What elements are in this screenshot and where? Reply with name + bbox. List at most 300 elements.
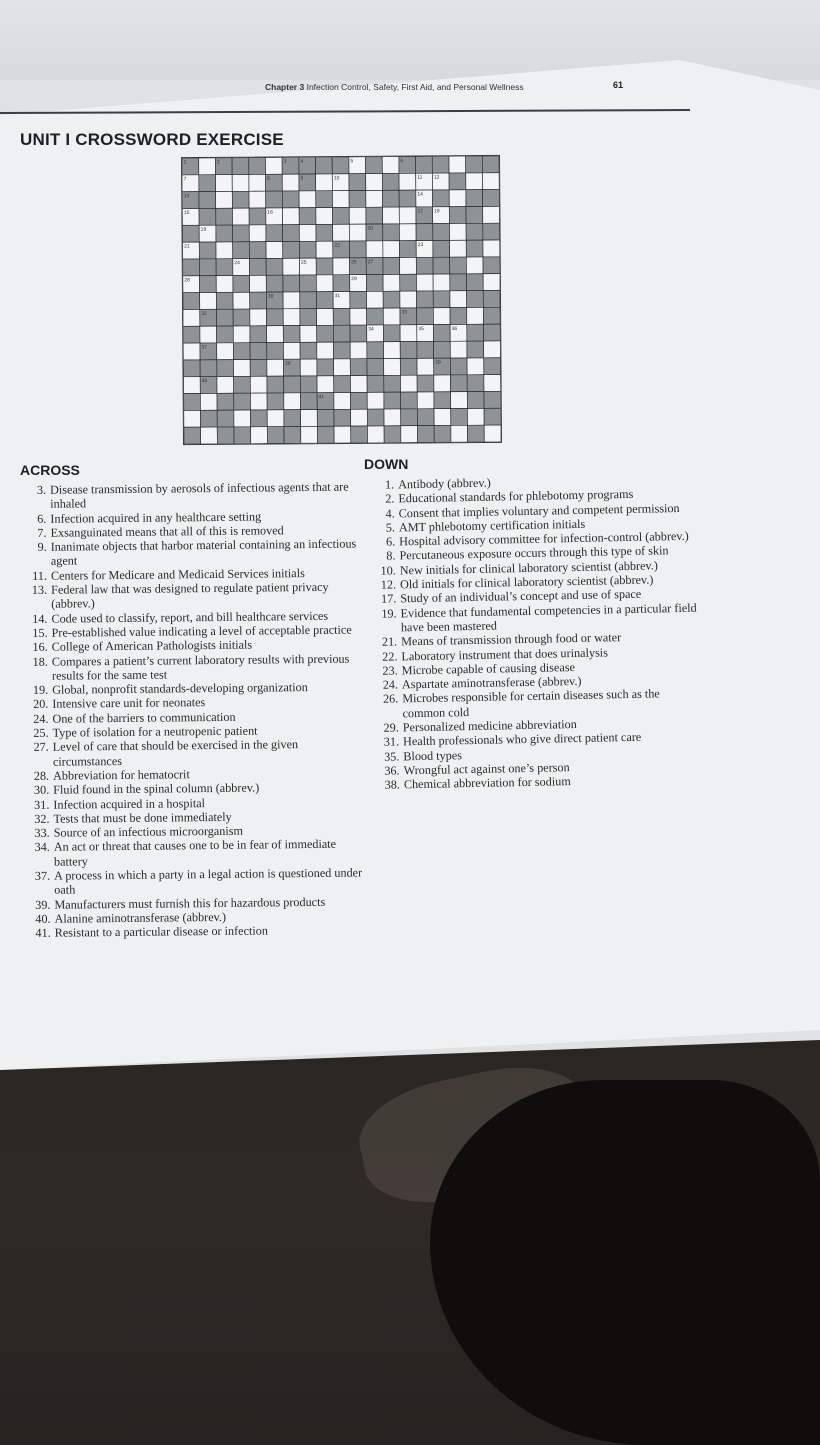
- grid-block: [200, 410, 217, 427]
- grid-cell[interactable]: [250, 309, 267, 326]
- grid-block: [482, 156, 499, 173]
- grid-cell[interactable]: [200, 326, 217, 343]
- clue-number: 2.: [385, 491, 395, 506]
- grid-cell[interactable]: [216, 242, 233, 259]
- grid-cell[interactable]: [301, 426, 318, 443]
- grid-block: [416, 224, 433, 241]
- grid-number: 23: [417, 242, 424, 249]
- grid-cell[interactable]: [267, 410, 284, 427]
- grid-block: [284, 410, 301, 427]
- grid-cell[interactable]: [199, 158, 216, 175]
- grid-block: [450, 375, 467, 392]
- clue-text: New initials for clinical laboratory scientist (abbrev.): [399, 558, 658, 578]
- grid-block: [217, 410, 234, 427]
- grid-block: [233, 242, 250, 259]
- grid-cell[interactable]: [349, 224, 366, 241]
- grid-block: [300, 393, 317, 410]
- grid-cell[interactable]: [450, 291, 467, 308]
- grid-cell[interactable]: [215, 175, 232, 192]
- grid-block: [216, 225, 233, 242]
- grid-block: [251, 410, 268, 427]
- grid-cell[interactable]: [317, 342, 334, 359]
- grid-block: [233, 343, 250, 360]
- across-clue: [23, 537, 368, 569]
- grid-block: [216, 309, 233, 326]
- grid-block: [383, 325, 400, 342]
- grid-block: [182, 225, 199, 242]
- grid-cell[interactable]: [416, 274, 433, 291]
- grid-block: [466, 274, 483, 291]
- grid-cell[interactable]: [466, 173, 483, 190]
- grid-block: [351, 426, 368, 443]
- grid-block: [349, 174, 366, 191]
- grid-number: 2: [216, 159, 220, 166]
- grid-cell[interactable]: [250, 393, 267, 410]
- grid-block: [434, 392, 451, 409]
- grid-cell[interactable]: [350, 308, 367, 325]
- grid-block: [484, 391, 501, 408]
- clue-number: 6.: [37, 511, 47, 526]
- grid-cell[interactable]: [232, 208, 249, 225]
- grid-block: [250, 326, 267, 343]
- grid-block: [466, 156, 483, 173]
- grid-block: [384, 375, 401, 392]
- grid-block: [417, 291, 434, 308]
- grid-block: [450, 257, 467, 274]
- grid-block: [217, 393, 234, 410]
- across-heading: ACROSS: [20, 462, 80, 478]
- grid-block: [434, 425, 451, 442]
- grid-block: [300, 376, 317, 393]
- grid-cell[interactable]: [450, 341, 467, 358]
- clue-number: 17.: [380, 591, 397, 607]
- grid-cell[interactable]: [417, 392, 434, 409]
- clue-text: Infection acquired in a hospital: [53, 795, 206, 812]
- grid-block: [200, 276, 217, 293]
- grid-block: [350, 359, 367, 376]
- grid-cell[interactable]: [466, 257, 483, 274]
- grid-block: [382, 173, 399, 190]
- grid-block: [233, 275, 250, 292]
- grid-cell[interactable]: [451, 425, 468, 442]
- grid-block: [283, 241, 300, 258]
- grid-block: [483, 324, 500, 341]
- grid-cell[interactable]: [334, 392, 351, 409]
- clue-number: 32.: [34, 811, 50, 826]
- grid-block: [216, 208, 233, 225]
- grid-block: [232, 191, 249, 208]
- grid-cell[interactable]: [249, 191, 266, 208]
- grid-cell[interactable]: [299, 191, 316, 208]
- grid-cell[interactable]: [250, 376, 267, 393]
- clue-number: 22.: [382, 648, 398, 664]
- grid-block: [217, 326, 234, 343]
- grid-block: [250, 292, 267, 309]
- grid-cell[interactable]: [251, 427, 268, 444]
- grid-block: [316, 258, 333, 275]
- clue-text: Old initials for clinical laboratory scientist (abbrev.): [399, 572, 654, 592]
- clue-number: 21.: [381, 634, 398, 649]
- grid-cell[interactable]: [266, 242, 283, 259]
- clue-number: 41.: [35, 925, 51, 941]
- clue-text: Microbes responsible for certain diseases such as the common cold: [402, 686, 660, 721]
- grid-cell[interactable]: [234, 410, 251, 427]
- grid-block: [433, 291, 450, 308]
- grid-cell[interactable]: [232, 174, 249, 191]
- grid-cell[interactable]: [383, 308, 400, 325]
- grid-number: 26: [351, 259, 357, 266]
- grid-cell[interactable]: [267, 326, 284, 343]
- grid-number: 34: [368, 326, 374, 333]
- grid-cell[interactable]: [383, 241, 400, 258]
- across-clue: [26, 837, 371, 869]
- grid-block: [417, 308, 434, 325]
- grid-cell[interactable]: [400, 325, 417, 342]
- grid-block: [234, 376, 251, 393]
- clue-number: 25.: [33, 725, 49, 740]
- clue-text: Inanimate objects that harbor material containing an infectious agent: [50, 536, 357, 569]
- grid-block: [199, 208, 216, 225]
- grid-block: [317, 426, 334, 443]
- grid-cell[interactable]: [400, 257, 417, 274]
- grid-cell[interactable]: [316, 275, 333, 292]
- clue-text: Resistant to a particular disease or infection: [54, 923, 268, 940]
- grid-block: [349, 190, 366, 207]
- grid-block: [333, 275, 350, 292]
- grid-cell[interactable]: [434, 409, 451, 426]
- grid-block: [484, 358, 501, 375]
- grid-cell[interactable]: [317, 308, 334, 325]
- grid-cell[interactable]: [250, 275, 267, 292]
- grid-number: 33: [401, 309, 408, 316]
- grid-cell[interactable]: [299, 224, 316, 241]
- grid-cell[interactable]: [484, 375, 501, 392]
- grid-block: [332, 157, 349, 174]
- grid-block: [249, 242, 266, 259]
- grid-cell[interactable]: [200, 292, 217, 309]
- grid-block: [399, 190, 416, 207]
- grid-cell[interactable]: [184, 410, 201, 427]
- grid-cell[interactable]: [216, 191, 233, 208]
- grid-cell[interactable]: [384, 358, 401, 375]
- clue-text: Manufacturers must furnish this for hazardous products: [54, 894, 326, 912]
- clue-number: 12.: [380, 577, 397, 592]
- grid-cell[interactable]: [433, 274, 450, 291]
- grid-block: [249, 158, 266, 175]
- chapter-header: [265, 82, 595, 92]
- grid-cell[interactable]: [217, 376, 234, 393]
- grid-block: [267, 427, 284, 444]
- grid-cell[interactable]: [217, 343, 234, 360]
- grid-cell[interactable]: [483, 240, 500, 257]
- grid-block: [266, 191, 283, 208]
- grid-cell[interactable]: [350, 376, 367, 393]
- grid-cell[interactable]: [233, 360, 250, 377]
- grid-cell[interactable]: [383, 274, 400, 291]
- grid-cell[interactable]: [233, 326, 250, 343]
- grid-cell[interactable]: [384, 409, 401, 426]
- grid-cell[interactable]: [366, 190, 383, 207]
- grid-block: [316, 292, 333, 309]
- clue-text: Study of an individual’s concept and use of space: [400, 587, 642, 606]
- grid-cell[interactable]: [316, 174, 333, 191]
- grid-block: [382, 190, 399, 207]
- grid-cell[interactable]: [367, 392, 384, 409]
- grid-cell[interactable]: [384, 342, 401, 359]
- grid-cell[interactable]: [216, 276, 233, 293]
- grid-block: [450, 308, 467, 325]
- grid-cell[interactable]: [265, 157, 282, 174]
- grid-number: 41: [318, 394, 325, 401]
- grid-cell[interactable]: [399, 207, 416, 224]
- grid-block: [483, 190, 500, 207]
- grid-block: [467, 324, 484, 341]
- grid-block: [317, 359, 334, 376]
- grid-block: [184, 394, 201, 411]
- grid-block: [199, 192, 216, 209]
- grid-block: [417, 426, 434, 443]
- grid-block: [249, 258, 266, 275]
- grid-block: [451, 408, 468, 425]
- grid-block: [282, 191, 299, 208]
- clue-text: An act or threat that causes one to be in fear of immediate battery: [53, 837, 337, 869]
- grid-cell[interactable]: [366, 241, 383, 258]
- clue-text: Intensive care unit for neonates: [52, 695, 206, 712]
- grid-cell[interactable]: [233, 292, 250, 309]
- grid-block: [250, 343, 267, 360]
- grid-cell[interactable]: [283, 309, 300, 326]
- grid-block: [484, 408, 501, 425]
- grid-number: 27: [367, 259, 374, 266]
- grid-cell[interactable]: [183, 343, 200, 360]
- grid-cell[interactable]: [301, 410, 318, 427]
- grid-block: [350, 392, 367, 409]
- clue-text: Chemical abbreviation for sodium: [403, 774, 571, 792]
- grid-cell[interactable]: [484, 425, 501, 442]
- grid-cell[interactable]: [483, 206, 500, 223]
- grid-cell[interactable]: [482, 173, 499, 190]
- grid-block: [467, 392, 484, 409]
- grid-number: 13: [183, 193, 190, 200]
- grid-cell[interactable]: [183, 309, 200, 326]
- clue-number: 4.: [385, 506, 395, 521]
- grid-block: [450, 274, 467, 291]
- clue-text: Level of care that should be exercised in the given circumstances: [52, 737, 299, 769]
- grid-cell[interactable]: [316, 208, 333, 225]
- grid-block: [266, 309, 283, 326]
- clue-number: 13.: [31, 582, 48, 597]
- grid-cell[interactable]: [467, 358, 484, 375]
- grid-number: 3: [283, 158, 287, 165]
- grid-block: [267, 376, 284, 393]
- grid-block: [401, 392, 418, 409]
- grid-number: 30: [267, 293, 274, 300]
- clue-text: Consent that implies voluntary and competent permission: [398, 500, 680, 520]
- grid-block: [367, 342, 384, 359]
- clue-number: 30.: [33, 782, 50, 798]
- clue-number: 37.: [34, 868, 51, 883]
- grid-block: [467, 291, 484, 308]
- clue-text: Antibody (abbrev.): [397, 475, 491, 492]
- grid-block: [199, 259, 216, 276]
- grid-cell[interactable]: [483, 274, 500, 291]
- grid-cell[interactable]: [400, 291, 417, 308]
- grid-block: [366, 157, 383, 174]
- grid-block: [366, 207, 383, 224]
- grid-block: [283, 275, 300, 292]
- grid-block: [366, 274, 383, 291]
- grid-block: [433, 257, 450, 274]
- grid-cell[interactable]: [349, 207, 366, 224]
- grid-block: [216, 292, 233, 309]
- grid-block: [349, 241, 366, 258]
- grid-cell[interactable]: [399, 224, 416, 241]
- grid-cell[interactable]: [484, 341, 501, 358]
- page-number: 61: [613, 80, 624, 90]
- clue-number: 11.: [32, 568, 48, 583]
- clue-number: 40.: [35, 911, 51, 926]
- grid-cell[interactable]: [200, 393, 217, 410]
- grid-number: 38: [285, 360, 291, 367]
- grid-block: [367, 375, 384, 392]
- grid-block: [449, 207, 466, 224]
- grid-cell[interactable]: [400, 375, 417, 392]
- grid-block: [199, 175, 216, 192]
- grid-cell[interactable]: [249, 174, 266, 191]
- grid-cell[interactable]: [449, 190, 466, 207]
- grid-cell[interactable]: [282, 174, 299, 191]
- grid-cell[interactable]: [316, 241, 333, 258]
- clue-number: 24.: [382, 677, 399, 692]
- grid-cell[interactable]: [283, 292, 300, 309]
- grid-block: [183, 259, 200, 276]
- clue-number: 16.: [32, 640, 48, 655]
- grid-cell[interactable]: [366, 174, 383, 191]
- grid-number: 1: [183, 159, 187, 166]
- grid-cell[interactable]: [317, 376, 334, 393]
- grid-cell[interactable]: [450, 240, 467, 257]
- grid-number: 37: [201, 344, 208, 351]
- grid-cell[interactable]: [284, 393, 301, 410]
- chapter-label: Chapter 3: [265, 82, 305, 92]
- grid-block: [483, 223, 500, 240]
- clue-number: 27.: [33, 740, 49, 755]
- grid-cell[interactable]: [201, 427, 218, 444]
- grid-cell[interactable]: [282, 208, 299, 225]
- grid-cell[interactable]: [249, 225, 266, 242]
- grid-number: 5: [350, 158, 354, 165]
- grid-block: [199, 242, 216, 259]
- crossword-grid: [181, 155, 502, 445]
- grid-block: [217, 427, 234, 444]
- grid-number: 4: [300, 158, 304, 165]
- page-title: UNIT I CROSSWORD EXERCISE: [20, 130, 284, 149]
- grid-block: [483, 307, 500, 324]
- grid-cell[interactable]: [382, 157, 399, 174]
- grid-block: [316, 224, 333, 241]
- clue-number: 15.: [32, 625, 48, 640]
- grid-block: [367, 359, 384, 376]
- grid-cell[interactable]: [283, 258, 300, 275]
- grid-block: [300, 309, 317, 326]
- grid-block: [317, 325, 334, 342]
- clue-text: AMT phlebotomy certification initials: [398, 516, 586, 535]
- grid-block: [300, 275, 317, 292]
- grid-block: [183, 326, 200, 343]
- grid-block: [299, 241, 316, 258]
- grid-block: [217, 360, 234, 377]
- grid-cell[interactable]: [350, 342, 367, 359]
- grid-cell[interactable]: [283, 342, 300, 359]
- grid-cell[interactable]: [451, 392, 468, 409]
- grid-cell[interactable]: [334, 426, 351, 443]
- clue-number: 36.: [384, 763, 400, 778]
- grid-cell[interactable]: [366, 291, 383, 308]
- grid-block: [333, 308, 350, 325]
- clue-text: Wrongful act against one’s person: [403, 760, 570, 778]
- grid-block: [284, 426, 301, 443]
- grid-block: [283, 326, 300, 343]
- grid-block: [432, 156, 449, 173]
- clue-text: Microbe capable of causing disease: [401, 659, 576, 678]
- grid-number: 25: [301, 259, 307, 266]
- grid-cell[interactable]: [267, 359, 284, 376]
- grid-cell[interactable]: [333, 258, 350, 275]
- grid-cell[interactable]: [334, 359, 351, 376]
- grid-block: [467, 375, 484, 392]
- clue-text: Exsanguinated means that all of this is removed: [50, 523, 284, 540]
- grid-cell[interactable]: [449, 223, 466, 240]
- grid-cell[interactable]: [300, 325, 317, 342]
- grid-block: [316, 191, 333, 208]
- grid-cell[interactable]: [383, 207, 400, 224]
- grid-block: [334, 409, 351, 426]
- grid-cell[interactable]: [433, 308, 450, 325]
- grid-cell[interactable]: [401, 426, 418, 443]
- grid-block: [400, 358, 417, 375]
- clue-text: Compares a patient’s current laboratory results with previous results for the same test: [51, 651, 350, 683]
- grid-cell[interactable]: [351, 409, 368, 426]
- clue-text: Laboratory instrument that does urinalysis: [401, 644, 608, 663]
- clue-text: Educational standards for phlebotomy programs: [398, 487, 634, 506]
- grid-cell[interactable]: [467, 408, 484, 425]
- grid-cell[interactable]: [184, 377, 201, 394]
- grid-number: 14: [417, 191, 423, 198]
- grid-cell[interactable]: [399, 173, 416, 190]
- grid-cell[interactable]: [333, 224, 350, 241]
- grid-cell[interactable]: [467, 307, 484, 324]
- grid-cell[interactable]: [367, 426, 384, 443]
- grid-number: 32: [201, 310, 207, 317]
- grid-cell[interactable]: [417, 358, 434, 375]
- clue-number: 38.: [384, 777, 401, 792]
- grid-cell[interactable]: [332, 191, 349, 208]
- clue-number: 23.: [382, 663, 398, 678]
- grid-block: [417, 409, 434, 426]
- clue-text: Type of isolation for a neutropenic patient: [52, 723, 258, 740]
- grid-block: [267, 393, 284, 410]
- grid-cell[interactable]: [434, 375, 451, 392]
- grid-block: [401, 409, 418, 426]
- grid-number: 20: [367, 225, 374, 232]
- grid-number: 11: [417, 174, 423, 181]
- grid-number: 39: [435, 359, 441, 366]
- grid-number: 9: [300, 175, 304, 182]
- grid-cell[interactable]: [449, 156, 466, 173]
- grid-cell[interactable]: [300, 359, 317, 376]
- grid-block: [400, 274, 417, 291]
- grid-number: 31: [334, 293, 341, 300]
